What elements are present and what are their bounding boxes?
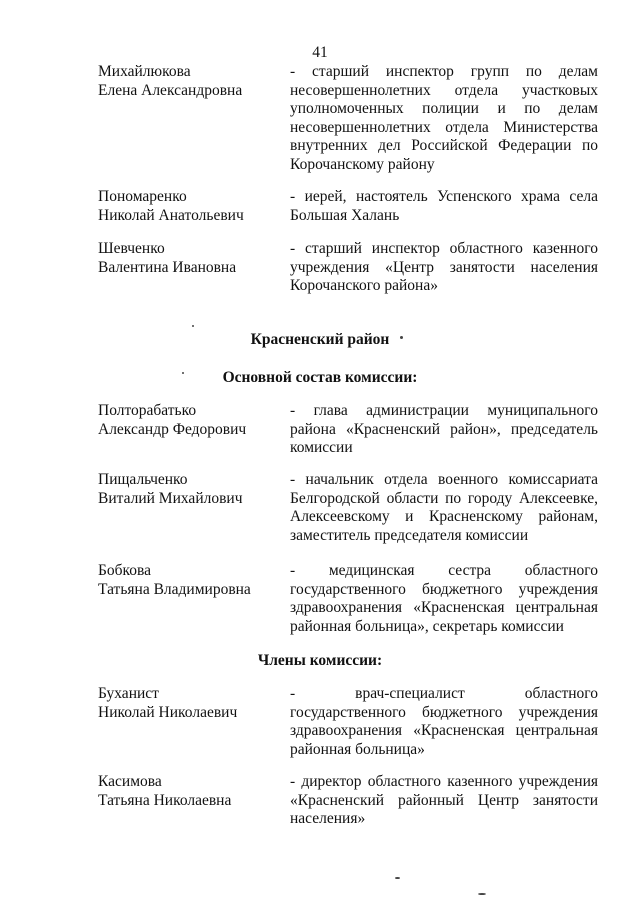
district-heading: Красненский район: [250, 331, 390, 348]
person-name: [98, 402, 283, 439]
scan-speck: [395, 877, 400, 879]
person-name: [98, 188, 283, 225]
person-surname: Пищальченко: [98, 471, 188, 488]
person-given-names: Виталий Михайлович: [98, 489, 243, 507]
person-given-names: Татьяна Николаевна: [98, 791, 232, 809]
person-surname: Касимова: [98, 773, 162, 790]
scan-speck: [192, 325, 194, 327]
scan-speck: [478, 893, 486, 895]
person-position: - глава администрации муниципального района «Красненский район», председатель комиссии: [290, 402, 598, 456]
person-name: [98, 63, 283, 100]
person-position: - старший инспектор областного казенного учреждения «Центр занятости населения Корочанского района»: [290, 240, 598, 294]
person-position: - врач-специалист областного государственного бюджетного учреждения здравоохранения «Красненская центральная районная больница»: [290, 685, 598, 758]
person-position: - старший инспектор групп по делам несовершеннолетних отдела участковых уполномоченных полиции и по делам несовершеннолетних отдела Министерства внутренних дел Российской Федерации по Корочанскому району: [290, 63, 598, 173]
person-surname: Шевченко: [98, 240, 165, 257]
page-number: 41: [312, 44, 328, 61]
person-surname: Буханист: [98, 685, 159, 702]
scan-speck: [400, 336, 403, 339]
person-given-names: Николай Анатольевич: [98, 206, 244, 224]
person-surname: Полторабатько: [98, 402, 197, 419]
person-position: - медицинская сестра областного государственного бюджетного учреждения здравоохранения «Красненская центральная районная больница», секретарь комиссии: [290, 562, 598, 635]
person-name: [98, 685, 283, 722]
person-position: - иерей, настоятель Успенского храма села Большая Халань: [290, 188, 598, 224]
person-position: - директор областного казенного учреждения «Красненский районный Центр занятости населения»: [290, 773, 598, 827]
person-surname: Михайлюкова: [98, 63, 191, 80]
person-name: [98, 773, 283, 810]
person-name: [98, 562, 283, 599]
person-given-names: Валентина Ивановна: [98, 258, 237, 276]
person-given-names: Елена Александровна: [98, 81, 243, 99]
section-heading-main: Основной состав комиссии:: [222, 369, 418, 386]
person-given-names: Татьяна Владимировна: [98, 580, 251, 598]
person-name: [98, 471, 283, 508]
person-given-names: Николай Николаевич: [98, 703, 238, 721]
person-position: - начальник отдела военного комиссариата Белгородской области по городу Алексеевке, Алексеевскому и Красненскому районам, заместитель председателя комиссии: [290, 471, 598, 544]
person-given-names: Александр Федорович: [98, 420, 247, 438]
person-surname: Пономаренко: [98, 188, 187, 205]
person-surname: Бобкова: [98, 562, 152, 579]
person-name: [98, 240, 283, 277]
scan-speck: [182, 372, 184, 374]
section-heading-members: Члены комиссии:: [257, 652, 383, 669]
